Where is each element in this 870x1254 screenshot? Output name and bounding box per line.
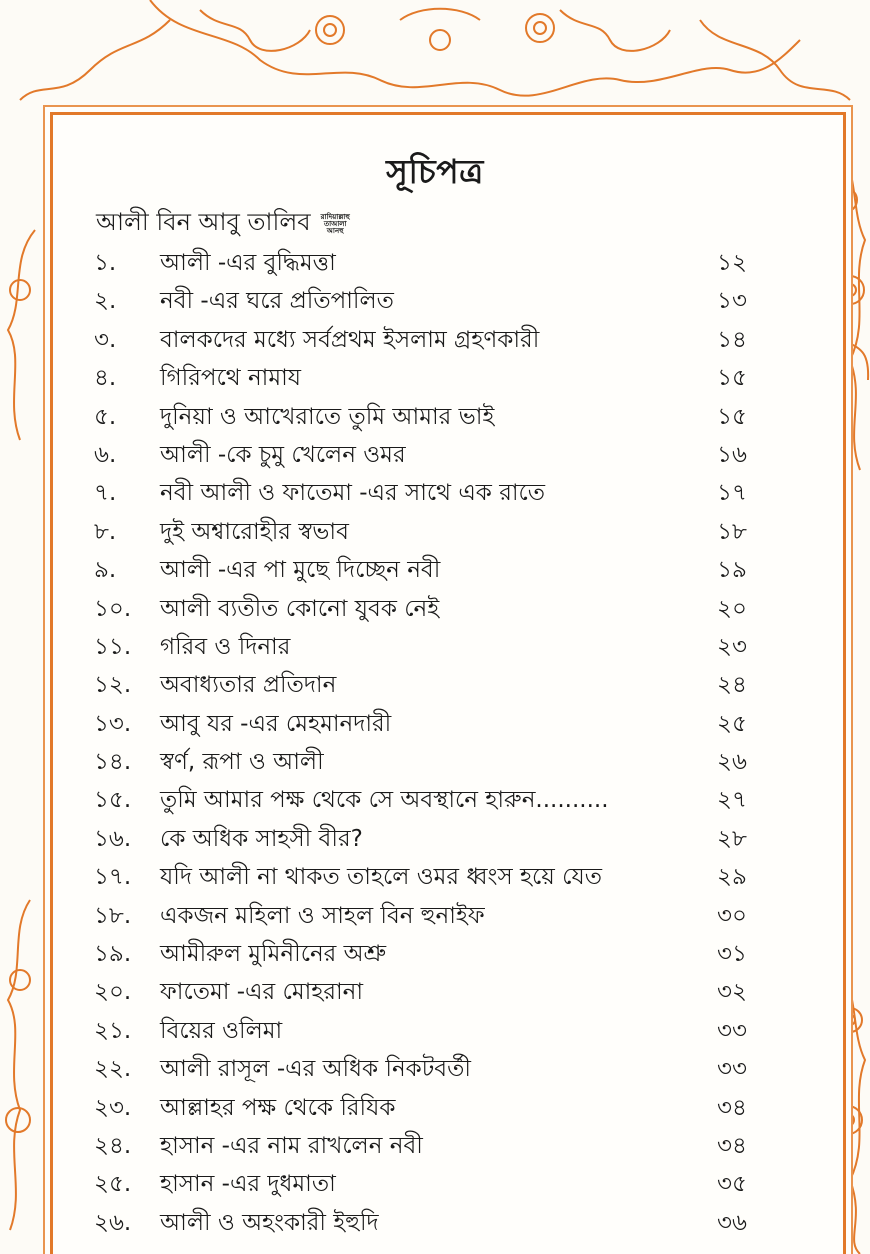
toc-entry	[94, 781, 754, 819]
toc-entry-title: তুমি আমার পক্ষ থেকে সে অবস্থানে হারুন..........	[160, 787, 609, 814]
toc-entry-title: আবু যর -এর মেহমানদারী	[160, 710, 392, 737]
toc-entry	[94, 935, 754, 973]
toc-entry-title: নবী আলী ও ফাতেমা -এর সাথে এক রাতে	[160, 480, 546, 507]
toc-entry	[94, 858, 754, 896]
toc-entry-page: ১২	[717, 250, 747, 276]
toc-entry-number: ২২.	[94, 1056, 132, 1083]
toc-entry-page: ৩২	[717, 979, 747, 1006]
toc-entry-page: ১৫	[717, 365, 747, 392]
toc-entry-title: নবী -এর ঘরে প্রতিপালিত	[160, 288, 394, 315]
toc-entry-title: স্বর্ণ, রূপা ও আলী	[160, 749, 324, 776]
toc-entry-page: ২৬	[717, 749, 747, 776]
toc-entry-number: ১৫.	[94, 787, 132, 814]
toc-entry	[94, 244, 754, 282]
toc-entry-number: ১০.	[94, 595, 132, 622]
toc-entry-number: ৬.	[94, 441, 117, 468]
toc-entry-title: কে অধিক সাহসী বীর?	[160, 825, 363, 852]
toc-entry-page: ১৮	[717, 518, 747, 545]
toc-entry-number: ১.	[94, 250, 117, 276]
toc-entry-number: ১৭.	[94, 864, 132, 891]
toc-entry	[94, 282, 754, 320]
toc-entry-number: ১৪.	[94, 749, 132, 776]
toc-entry	[94, 398, 754, 436]
toc-entry	[94, 1012, 754, 1050]
toc-entry-title: আলী ও অহংকারী ইহুদি	[160, 1209, 379, 1236]
toc-entry-title: বালকদের মধ্যে সর্বপ্রথম ইসলাম গ্রহণকারী	[160, 326, 540, 353]
toc-entry-page: ১৬	[717, 441, 747, 468]
toc-entry-title: গরিব ও দিনার	[160, 633, 291, 660]
toc-entry	[94, 1204, 754, 1242]
toc-entry-number: ১৯.	[94, 941, 132, 968]
toc-entry-number: ৭.	[94, 480, 117, 507]
toc-entry-page: ৩১	[717, 941, 747, 968]
toc-entry-number: ২১.	[94, 1017, 132, 1044]
toc-entry-page: ১৭	[717, 480, 747, 507]
toc-entry-title: আলী -এর পা মুছে দিচ্ছেন নবী	[160, 557, 441, 584]
toc-entry	[94, 705, 754, 743]
toc-entry-page: ২০	[717, 595, 747, 622]
toc-entry-page: ১৪	[717, 326, 747, 353]
toc-entry-page: ৩৬	[717, 1209, 747, 1236]
toc-entry-page: ৩৫	[717, 1171, 747, 1198]
toc-entry-page: ৩৪	[717, 1094, 747, 1121]
section-heading	[96, 204, 352, 244]
toc-entry-title: যদি আলী না থাকত তাহলে ওমর ধ্বংস হয়ে যেত	[160, 864, 602, 891]
toc-entry	[94, 897, 754, 935]
toc-entry	[94, 513, 754, 551]
toc-entry-title: দুনিয়া ও আখেরাতে তুমি আমার ভাই	[160, 403, 495, 430]
toc-entry	[94, 359, 754, 397]
toc-entry-title: গিরিপথে নামায	[160, 365, 302, 392]
toc-entry	[94, 1050, 754, 1088]
toc-entry-page: ২৮	[717, 825, 747, 852]
toc-entry-page: ২৭	[717, 787, 747, 814]
toc-entry-title: হাসান -এর দুধমাতা	[160, 1171, 336, 1198]
toc-entry-title: হাসান -এর নাম রাখলেন নবী	[160, 1132, 423, 1159]
toc-entry	[94, 820, 754, 858]
toc-entry-page: ৩৪	[717, 1132, 747, 1159]
toc-entry-number: ৩.	[94, 326, 117, 353]
toc-entry	[94, 436, 754, 474]
toc-entry-number: ১২.	[94, 672, 132, 699]
toc-entry-page: ২৫	[717, 710, 747, 737]
toc-entry-number: ৫.	[94, 403, 117, 430]
toc-entry-page: ৩৩	[717, 1017, 747, 1044]
toc-entry-number: ১১.	[94, 633, 132, 660]
toc-entry-title: আলী -কে চুমু খেলেন ওমর	[160, 441, 406, 468]
toc-entry-page: ২৪	[717, 672, 747, 699]
toc-entry-title: আলী রাসূল -এর অধিক নিকটবর্তী	[160, 1056, 471, 1083]
page-title: সূচিপত্র	[386, 152, 484, 191]
toc-entry-number: ২৫.	[94, 1171, 132, 1198]
toc-entry	[94, 1165, 754, 1203]
toc-entry-page: ১৩	[717, 288, 747, 315]
toc-entry	[94, 666, 754, 704]
toc-entry-number: ৮.	[94, 518, 117, 545]
toc-entry-title: অবাধ্যতার প্রতিদান	[160, 672, 337, 699]
toc-entry-number: ১৩.	[94, 710, 132, 737]
toc-entry-number: ২.	[94, 288, 117, 315]
toc-entry-page: ৩৩	[717, 1056, 747, 1083]
toc-entry-number: ২৬.	[94, 1209, 132, 1236]
toc-entry-page: ১৯	[717, 557, 747, 584]
toc-entry-title: দুই অশ্বারোহীর স্বভাব	[160, 518, 349, 545]
toc-entry-title: আলী -এর বুদ্ধিমত্তা	[160, 250, 336, 276]
toc-entry	[94, 1127, 754, 1165]
toc-entry-number: ৯.	[94, 557, 117, 584]
toc-entry	[94, 1089, 754, 1127]
toc-entry-title: বিয়ের ওলিমা	[160, 1017, 283, 1044]
toc-entry	[94, 474, 754, 512]
toc-entry	[94, 590, 754, 628]
toc-entry	[94, 321, 754, 359]
toc-entry-title: আলী ব্যতীত কোনো যুবক নেই	[160, 595, 440, 622]
toc-entry-page: ২৯	[717, 864, 747, 891]
toc-entry-number: ২৪.	[94, 1132, 132, 1159]
section-heading-text: আলী বিন আবু তালিব	[96, 208, 311, 236]
toc-entry-title: আমীরুল মুমিনীনের অশ্রু	[160, 941, 387, 968]
toc-entry	[94, 743, 754, 781]
toc-entry-title: একজন মহিলা ও সাহল বিন হুনাইফ	[160, 902, 485, 929]
table-of-contents	[94, 244, 754, 1242]
toc-entry-page: ৩০	[717, 902, 747, 929]
toc-entry-page: ১৫	[717, 403, 747, 430]
toc-entry-number: ১৬.	[94, 825, 132, 852]
toc-entry-number: ১৮.	[94, 902, 132, 929]
honorific-calligraphy-icon: রাদিয়াল্লাহু তাআলা আনহু	[320, 212, 350, 235]
toc-entry-number: ৪.	[94, 365, 117, 392]
toc-entry	[94, 551, 754, 589]
toc-entry-title: আল্লাহর পক্ষ থেকে রিযিক	[160, 1094, 396, 1121]
toc-entry-number: ২৩.	[94, 1094, 132, 1121]
toc-entry	[94, 628, 754, 666]
toc-entry-page: ২৩	[717, 633, 747, 660]
toc-entry	[94, 973, 754, 1011]
toc-entry-title: ফাতেমা -এর মোহরানা	[160, 979, 364, 1006]
toc-entry-number: ২০.	[94, 979, 132, 1006]
